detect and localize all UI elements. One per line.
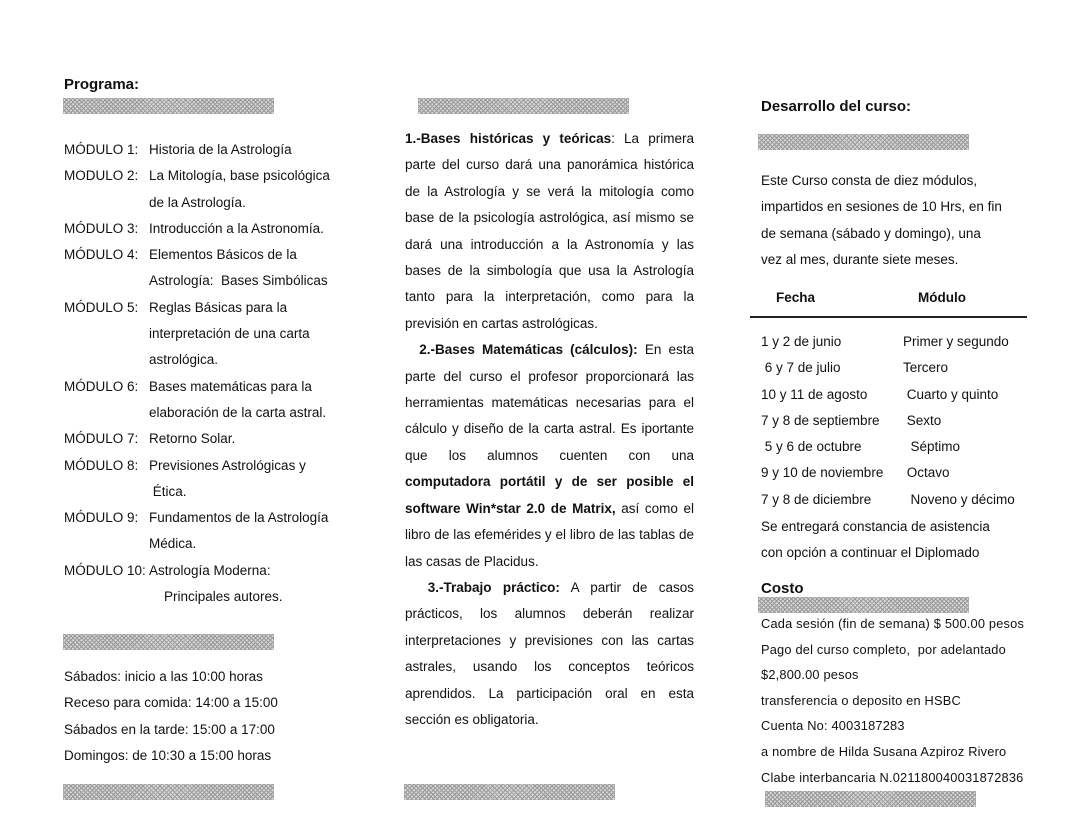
intro-line: Este Curso consta de diez módulos, — [761, 173, 978, 188]
p1-title: 1.-Bases históricas y teóricas — [405, 131, 612, 146]
fecha-cell: 10 y 11 de agosto — [761, 386, 868, 402]
module-text: Fundamentos de la Astrología — [149, 510, 329, 526]
modulo-cell: Octavo — [903, 465, 950, 481]
module-item — [64, 216, 330, 242]
divider-bar — [765, 791, 976, 807]
module-text: La Mitología, base psicológica — [149, 168, 330, 184]
table-row — [761, 329, 1015, 355]
module-item — [64, 453, 330, 479]
schedule-table — [761, 329, 1015, 513]
fecha-cell: 7 y 8 de septiembre — [761, 412, 880, 428]
costo-title: Costo — [761, 580, 804, 597]
module-label: MÓDULO 8: — [64, 457, 139, 473]
module-text: Principales autores. — [149, 589, 283, 605]
fecha-cell: 7 y 8 de diciembre — [761, 491, 872, 507]
module-item — [64, 426, 330, 452]
table-row — [761, 434, 1015, 460]
intro-text — [761, 168, 1002, 273]
module-item — [64, 242, 330, 268]
desarrollo-title: Desarrollo del curso: — [761, 98, 912, 115]
p2-text: En esta parte del curso el profesor proporcionará las herramientas matemáticas necesarias para el cálculo y diseño de la carta astral. Es iportante que los alumnos cuenten con una — [405, 342, 695, 463]
module-label: MÓDULO 5: — [64, 299, 139, 315]
modulo-cell: Séptimo — [903, 439, 961, 455]
cost-line: Cada sesión (fin de semana) $ 500.00 pesos — [761, 616, 1025, 631]
note-line: Se entregará constancia de asistencia — [761, 519, 990, 534]
module-label: MODULO 2: — [64, 168, 139, 184]
modulo-cell: Primer y segundo — [903, 334, 1009, 349]
table-rule — [750, 316, 1027, 318]
module-text: de la Astrología. — [149, 194, 246, 210]
certificate-note — [761, 514, 990, 567]
p2-bold: computadora portátil y de ser posible el software Win*star 2.0 de Matrix, — [405, 474, 694, 516]
intro-line: vez al mes, durante siete meses. — [761, 251, 959, 267]
cost-line: a nombre de Hilda Susana Azpiroz Rivero — [761, 743, 1007, 759]
module-item — [64, 505, 330, 531]
cost-list — [761, 611, 1024, 790]
cost-line: Pago del curso completo, por adelantado — [761, 641, 1006, 657]
paragraph-1 — [405, 126, 694, 337]
module-text: Médica. — [149, 536, 197, 552]
p2-tail: así como el libro de las efemérides y el libro de las tablas de las casas de Placidus. — [405, 500, 694, 569]
programa-title: Programa: — [64, 76, 140, 93]
divider-bar — [63, 634, 274, 650]
table-row — [761, 487, 1015, 513]
p3-title: 3.-Trabajo práctico: — [427, 579, 560, 595]
module-item — [64, 137, 330, 163]
module-text: Retorno Solar. — [149, 431, 236, 447]
module-text: Introducción a la Astronomía. — [149, 220, 324, 236]
intro-line: de semana (sábado y domingo), una — [761, 225, 981, 241]
schedule-line: Domingos: de 10:30 a 15:00 horas — [64, 747, 272, 763]
module-label: MÓDULO 4: — [64, 247, 139, 263]
divider-bar — [63, 98, 274, 114]
module-text: Bases matemáticas para la — [149, 378, 312, 394]
divider-bar — [418, 98, 629, 114]
note-line: con opción a continuar el Diplomado — [761, 545, 980, 561]
module-text: Astrología: Bases Simbólicas — [149, 273, 328, 289]
p3-text: A partir de casos prácticos, los alumnos deberán realizar interpretaciones y previsiones con las cartas astrales, usando los conceptos teóricos aprendidos. La participación oral en esta sección es obligatoria. — [405, 579, 694, 727]
fecha-cell: 1 y 2 de junio — [761, 334, 842, 349]
module-label: MÓDULO 3: — [64, 220, 139, 236]
fecha-cell: 5 y 6 de octubre — [761, 439, 862, 455]
divider-bar — [404, 784, 615, 800]
module-item — [64, 374, 330, 400]
schedule-line: Sábados: inicio a las 10:00 horas — [64, 669, 263, 684]
module-text: Previsiones Astrológicas y — [149, 457, 306, 473]
cost-line: $2,800.00 pesos — [761, 667, 859, 683]
course-description — [405, 126, 694, 733]
module-text: elaboración de la carta astral. — [149, 404, 327, 420]
module-text: astrológica. — [149, 352, 219, 368]
module-text: Ética. — [149, 483, 187, 499]
module-label: MÓDULO 9: — [64, 510, 139, 526]
modulo-cell: Noveno y décimo — [903, 491, 1015, 507]
module-text: Reglas Básicas para la — [149, 299, 288, 315]
p1-text: : La primera parte del curso dará una panorámica histórica de la Astrología y se verá la mitología como base de la psicología astrológica, así mismo se dará una introducción a la Astronomía y las bases de la simbología que usa la Astrología tanto para la interpretación, como para la previsión en cartas astrológicas. — [405, 131, 694, 331]
table-row — [761, 460, 1015, 486]
module-label: MÓDULO 6: — [64, 378, 139, 394]
header-modulo: Módulo — [918, 290, 966, 305]
module-text: Astrología Moderna: — [149, 562, 271, 578]
module-label: MÓDULO 10: — [64, 562, 146, 578]
modulo-cell: Tercero — [903, 360, 949, 376]
intro-line: impartidos en sesiones de 10 Hrs, en fin — [761, 199, 1002, 215]
cost-line: transferencia o deposito en HSBC — [761, 692, 961, 708]
modulo-cell: Cuarto y quinto — [903, 386, 999, 402]
module-text: interpretación de una carta — [149, 326, 310, 342]
modulo-cell: Sexto — [903, 412, 942, 428]
divider-bar — [63, 784, 274, 800]
module-text: Historia de la Astrología — [149, 142, 292, 157]
table-row — [761, 355, 1015, 381]
module-label: MÓDULO 7: — [64, 431, 139, 447]
paragraph-3 — [405, 575, 694, 733]
cost-line: Clabe interbancaria N.021180040031872836 — [761, 769, 1024, 785]
module-label: MÓDULO 1: — [64, 142, 139, 157]
cost-line: Cuenta No: 4003187283 — [761, 718, 905, 734]
schedule-list — [64, 664, 278, 769]
table-row — [761, 408, 1015, 434]
fecha-cell: 9 y 10 de noviembre — [761, 465, 884, 481]
header-fecha: Fecha — [776, 290, 816, 305]
table-row — [761, 382, 1015, 408]
divider-bar — [758, 134, 969, 150]
paragraph-2 — [405, 337, 694, 575]
module-text: Elementos Básicos de la — [149, 247, 297, 263]
module-item — [64, 295, 330, 321]
p2-title: 2.-Bases Matemáticas (cálculos): — [419, 342, 638, 358]
module-item — [64, 558, 330, 584]
schedule-line: Sábados en la tarde: 15:00 a 17:00 — [64, 721, 275, 737]
schedule-line: Receso para comida: 14:00 a 15:00 — [64, 695, 278, 711]
module-item — [64, 163, 330, 189]
fecha-cell: 6 y 7 de julio — [761, 360, 841, 376]
modules-list — [64, 137, 330, 610]
